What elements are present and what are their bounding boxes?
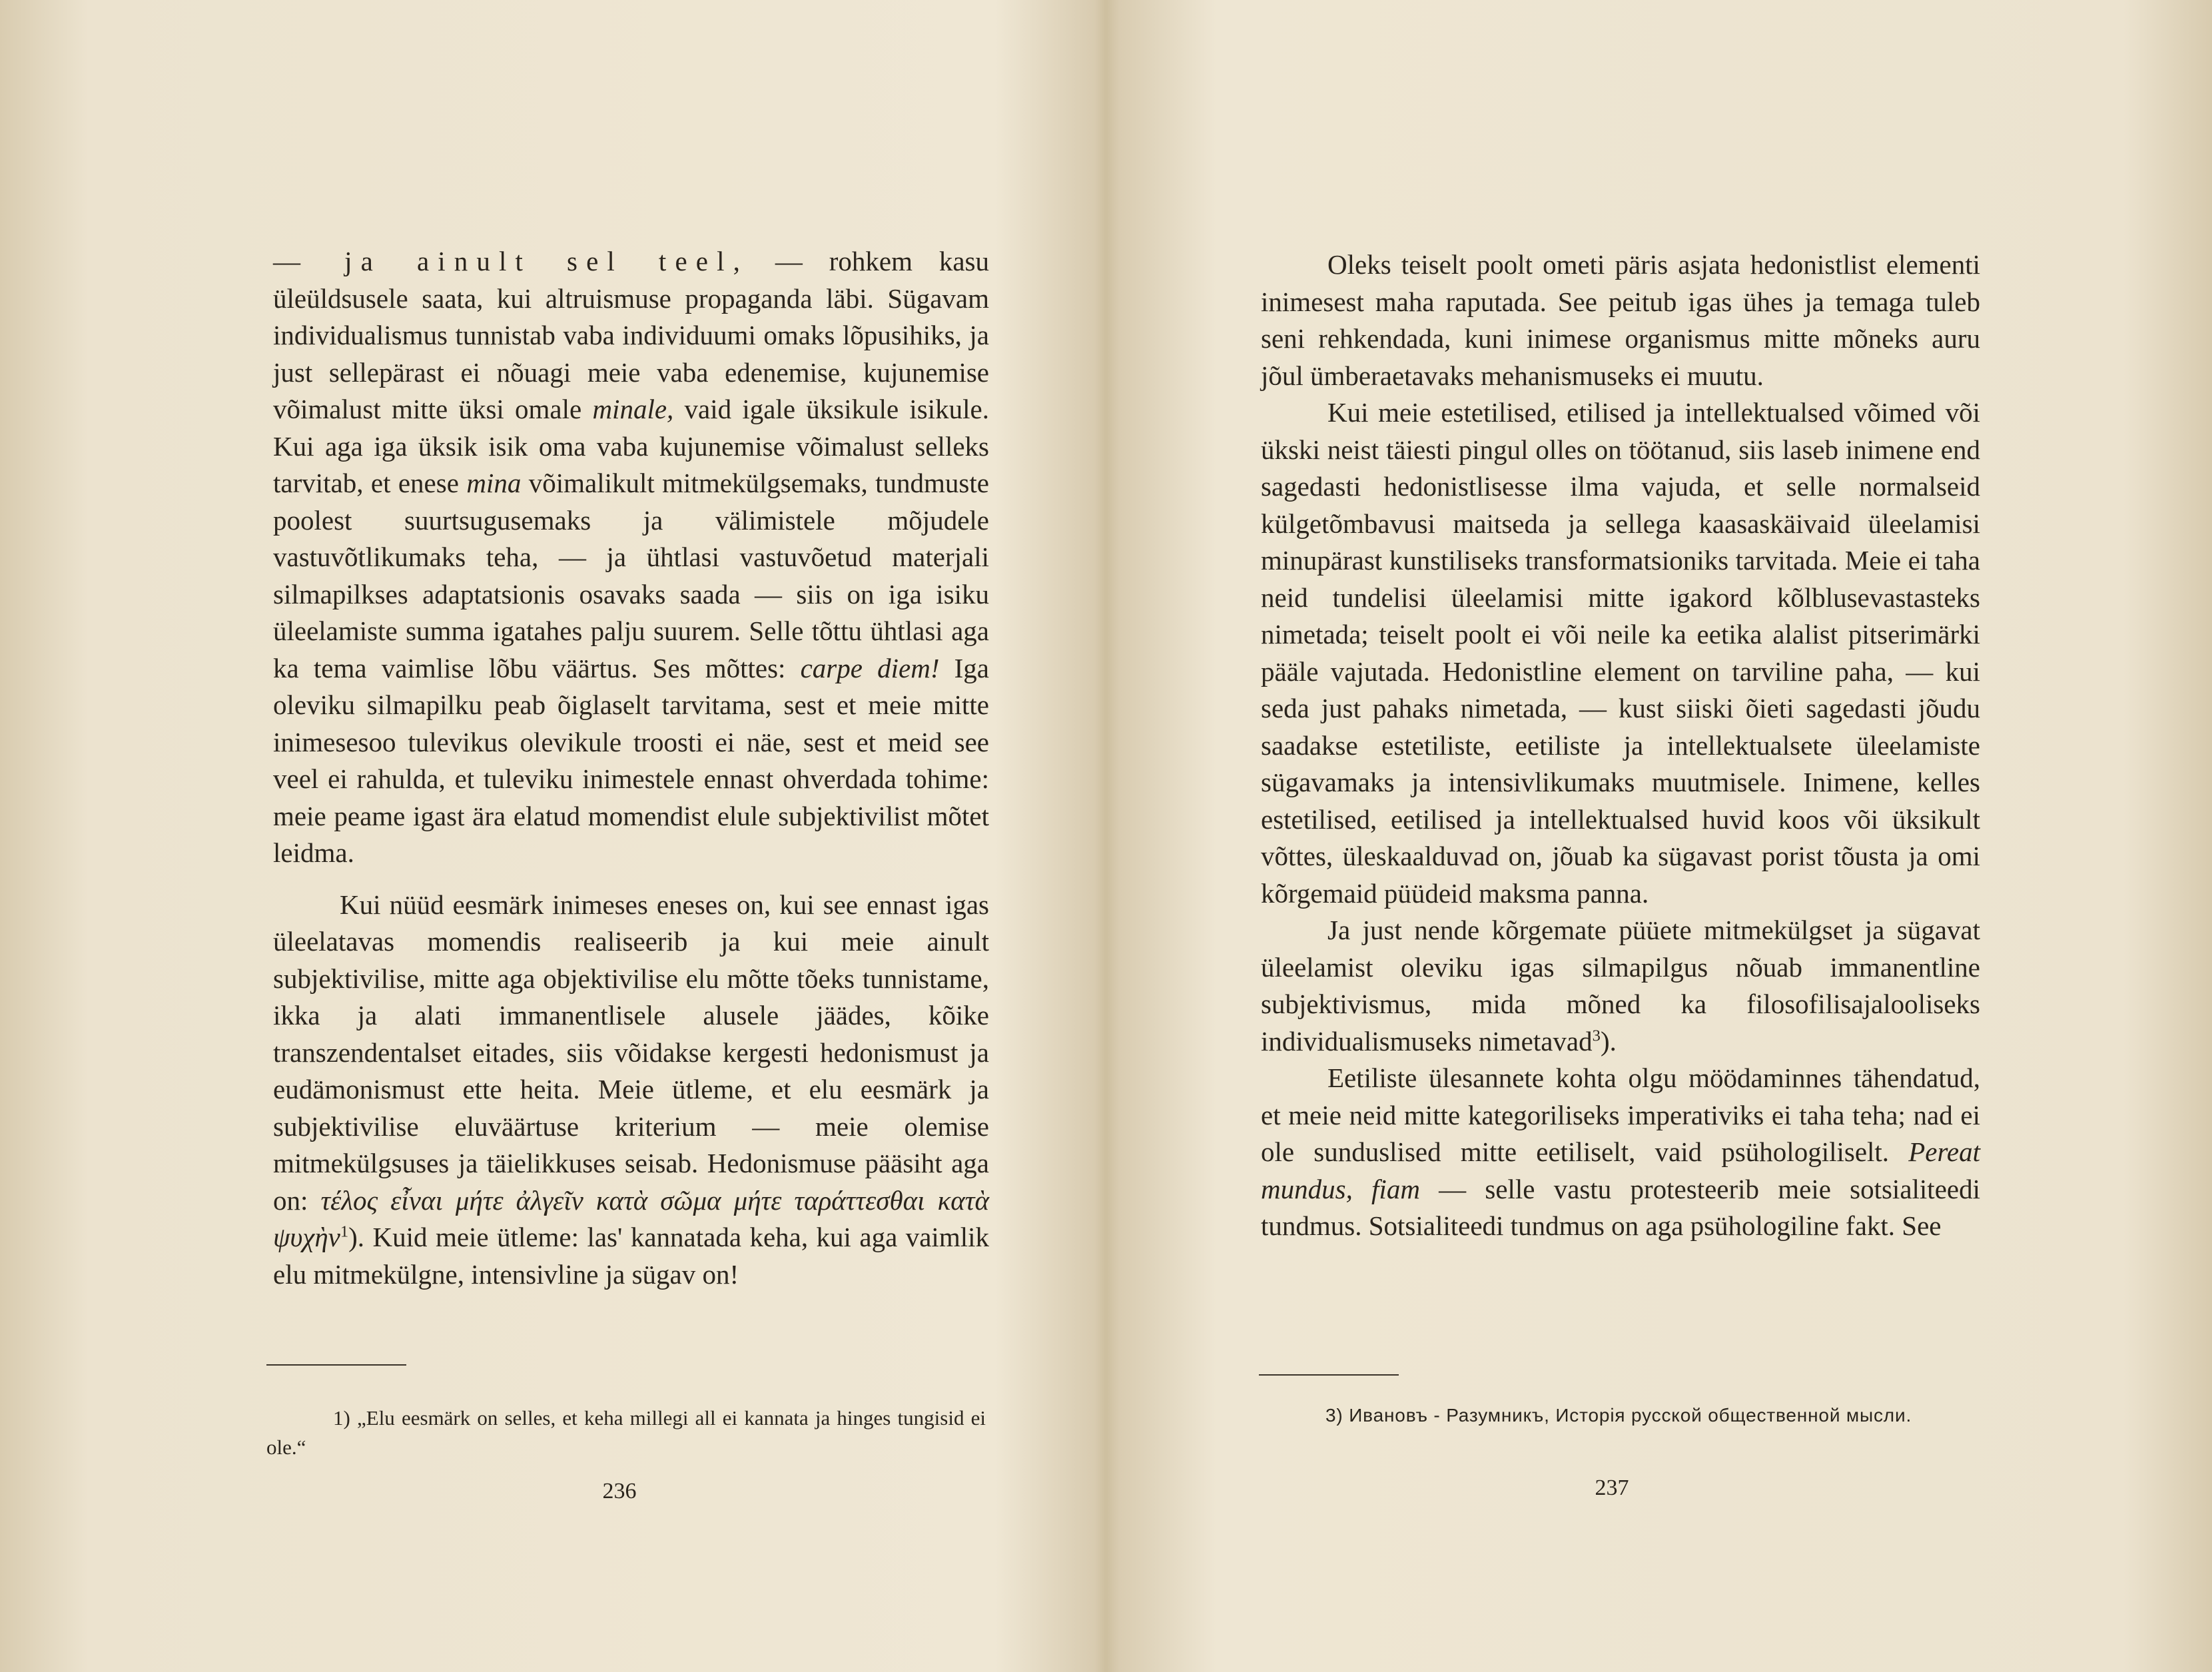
paragraph-text: võimalikult mitmekülgsemaks, tundmuste poolest suurtsugusemaks ja välimistele mõjudele vastuvõtlikumaks teha, — ja ühtlasi vastuvõetud materjali silmapilkses adaptatsionis osavaks saada — siis on iga isiku üleelamiste summa igatahes palju suurem. Selle tõttu ühtlasi aga ka tema vaimlise lõbu väärtus. Ses mõttes: (273, 468, 989, 683)
paragraph-text: ). Kuid meie ütleme: las' kannatada keha, kui aga vaimlik elu mitmekülgne, intensivline ja sügav on! (273, 1222, 989, 1290)
emphasis-minale: minale, (592, 394, 674, 424)
right-paragraph-2: Kui meie estetilised, etilised ja intellektualsed võimed või ükski neist täiesti pingul olles on töötanud, siis laseb inimene end sagedasti hedonistlisesse ilma vajuda, et selle normalseid külgetõmbavusi maitseda ja sellega kaasaskäivaid üleelamisi minupärast kunstiliseks transformatsioniks tarvitada. Meie ei taha neid tundelisi üleelamisi mitte igakord kõlblusevastasteks nimetada; teiselt poolt ei või neile ka eetika alalist pitserimärki pääle vajutada. Hedonistline element on tarviline paha, — kui seda just pahaks nimetada, — kust siiski õieti sagedasti jõudu saadakse estetiliste, eetiliste ja intellektualsete üleelamiste sügavamaks ja intensivlikumaks muutmisele. Inimene, kelles estetilised, eetilised ja intellektualsed huvid koos või üksikult võttes, üleskaalduvad on, jõuab ka sügavast porist tõusta ja omi kõrgemaid püüdeid maksma panna. (1261, 397, 1980, 909)
right-page-body (1261, 246, 1980, 1245)
paragraph-text: vaid igale üksikule isikule. Kui aga iga üksik isik oma vaba kujunemise võimalust selleks tarvitab, et enese (273, 394, 989, 498)
right-footnote (1259, 1401, 1980, 1430)
right-paragraph-3 (1261, 912, 1980, 1060)
footnote-ref: 3 (1592, 1026, 1601, 1045)
footnote-text: „Elu eesmärk on selles, et keha millegi all ei kannata ja hinges tungisid ei ole.“ (266, 1406, 986, 1459)
footnote-text: Ивановъ - Разумникъ, Исторія русской общественной мысли. (1343, 1405, 1912, 1426)
emphasis-mina: mina (466, 468, 522, 498)
paragraph-text: — rohkem kasu üleüldsusele saata, kui altruismuse propaganda läbi. Sügavam individualismus tunnistab vaba individuumi omaks lõpusihiks, ja just sellepärast ei nõuagi meie vaba edenemise, kujunemise võimalust mitte üksi omale (273, 246, 989, 424)
left-paragraph-1 (273, 243, 989, 872)
left-footnote (266, 1404, 986, 1462)
paragraph-text: — selle vastu protesteerib meie sotsialiteedi tundmus. Sotsialiteedi tundmus on aga psühologiline fakt. See (1261, 1173, 1980, 1241)
paragraph-text: Iga oleviku silmapilku peab õiglaselt tarvitama, sest et meie mitte inimesesoo tulevikus olevikule troosti ei näe, sest et meid see veel ei rahulda, et tuleviku inimestele ennast ohverdada tohime: meie peame igast ära elatud momendist elule subjektivilist mõtet leidma. (273, 652, 989, 868)
page-number: 236 (602, 1479, 637, 1503)
emphasis-pereat-mundus: Pereat mundus, fiam (1261, 1136, 1980, 1204)
footnote-divider (1259, 1374, 1399, 1376)
paragraph-text: Kui nüüd eesmärk inimeses eneses on, kui see ennast igas üleelatavas momendis realiseerib ja kui meie ainult subjektivilise, mitte aga objektivilise elu mõtte tõeks tunnistame, ikka ja alati immanentlisele alusele jäädes, kõike transzendentalset eitades, siis võidakse kergesti hedonismust ja eudämonismust ette heita. Meie ütleme, et elu eesmärk ja subjektivilise eluväärtuse kriterium — meie olemise mitmekülgsuses ja täielikkuses seisab. Hedonismuse pääsiht aga on: (273, 889, 989, 1216)
footnote-marker: 3) (1325, 1405, 1343, 1426)
right-paragraph-4 (1261, 1060, 1980, 1245)
page-number: 237 (1595, 1475, 1629, 1500)
footnote-ref: 1 (340, 1222, 349, 1241)
spaced-lead: — ja ainult sel teel, (273, 246, 749, 276)
left-paragraph-2 (273, 887, 989, 1294)
paragraph-text: Ja just nende kõrgemate püüete mitmekülgset ja sügavat üleelamist oleviku igas silmapilgus nõuab immanentline subjektivismus, mida mõned ka filosofilisajalooliseks individualismuseks nimetavad (1261, 915, 1980, 1056)
left-page-body (273, 243, 989, 1293)
greek-quote: τέλος εἶναι μήτε ἀλγεῖν κατὰ σῶμα μήτε ταράττεσθαι κατὰ ψυχὴν (273, 1184, 989, 1252)
paragraph-text: Eetiliste ülesannete kohta olgu möödaminnes tähendatud, et meie neid mitte kategoriliseks imperativiks ei taha teha; nad ei ole sunduslised mitte eetiliselt, vaid psühologiliselt. (1261, 1062, 1980, 1167)
paragraph-text: ). (1600, 1025, 1617, 1056)
emphasis-carpe-diem: carpe diem! (800, 652, 940, 683)
footnote-divider (266, 1364, 406, 1366)
right-page (1106, 0, 2212, 1672)
right-paragraph-1: Oleks teiselt poolt ometi päris asjata hedonistlist elementi inimesest maha raputada. See peitub igas ühes ja temaga tuleb seni rehkendada, kuni inimese organismus mitte mõneks auru jõul ümberaetavaks mehanismuseks ei muutu. (1261, 249, 1980, 391)
footnote-marker: 1) (333, 1406, 350, 1430)
